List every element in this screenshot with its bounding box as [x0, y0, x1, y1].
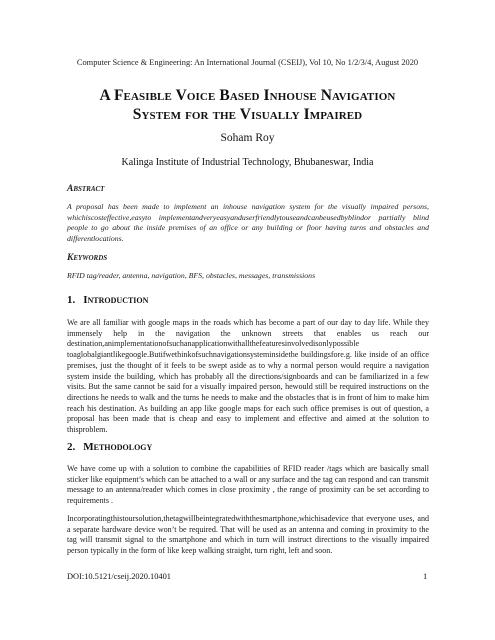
section-heading-introduction: [67, 294, 148, 306]
author-name: Soham Roy: [220, 132, 275, 144]
section-number: 2.: [67, 441, 76, 453]
methodology-paragraph-2: Incorporatingthistoursolution,thetagwillbeintegratedwiththesmartphone,whichisadevice that everyone uses, and a separate hardware device won’t be required. That will be used as an antenna and coming in proximity to the tag will transmit signal to the smartphone and which in turn will instruct directions to the visually impaired person typically in the form of like keep walking straight, turn right, left and soon.: [67, 514, 429, 556]
section-title: Methodology: [83, 441, 153, 453]
abstract-heading: Abstract: [67, 184, 105, 194]
keywords-text: RFID tag/reader, antenna, navigation, BFS, obstacles, messages, transmissions: [67, 271, 316, 280]
section-number: 1.: [67, 294, 76, 306]
introduction-paragraph: We are all familiar with google maps in the roads which has become a part of our day to day life. While they immensely help in the navigation the unknown streets that enables us reach our destination,animplementationofsuchanapplicationwithallthefeaturesinvolvedisonlypossible toaglobalgiantlikegoogle.Butifwethinkofsuchnavigationsysteminsidethe buildingsfore.g. like inside of an office premises, just the thought of it feels to be swept aside as to why a normal person would require a navigation system inside the building, which has probably all the directions/signboards and can be familiarized in a few visits. But the same cannot be said for a visually impaired person, hewould still be required instructions on the directions he needs to walk and the turns he needs to make and the obstacles that is in front of him to make him reach his destination. As building an app like google maps for each such office premises is out of question, a proposal has been made that is cheap and easy to implement and effective and aimed at the solution to thisproblem.: [67, 318, 429, 435]
paper-title: [40, 86, 455, 124]
abstract-text: A proposal has been made to implement an inhouse navigation system for the visually impaired persons, whichiscosteffective,easyto implementandveryeasyanduserfriendlytouseandcanbeusedbyblindor partially blind people to go about the inside premises of an office or any building or floor having turns and obstacles and differentlocations.: [67, 202, 429, 243]
author-affiliation: Kalinga Institute of Industrial Technology, Bhubaneswar, India: [121, 157, 374, 168]
section-title: Introduction: [83, 294, 149, 306]
paper-title-line-1: A Feasible Voice Based Inhouse Navigation: [99, 87, 396, 104]
methodology-paragraph-1: We have come up with a solution to combine the capabilities of RFID reader /tags which are basically small sticker like equipment’s which can be attached to a wall or any surface and the tag can respond and can transmit message to an antenna/reader which comes in close proximity , the range of proximity can be set according to requirements .: [67, 464, 429, 506]
section-heading-methodology: [67, 441, 152, 453]
running-header: Computer Science & Engineering: An International Journal (CSEIJ), Vol 10, No 1/2/3/4, August 2020: [76, 58, 419, 67]
paper-title-line-2: System for the Visually Impaired: [132, 106, 363, 123]
footer-page-number: 1: [423, 572, 428, 581]
keywords-heading: Keywords: [67, 253, 108, 263]
footer-doi: DOI:10.5121/cseij.2020.10401: [67, 572, 171, 581]
